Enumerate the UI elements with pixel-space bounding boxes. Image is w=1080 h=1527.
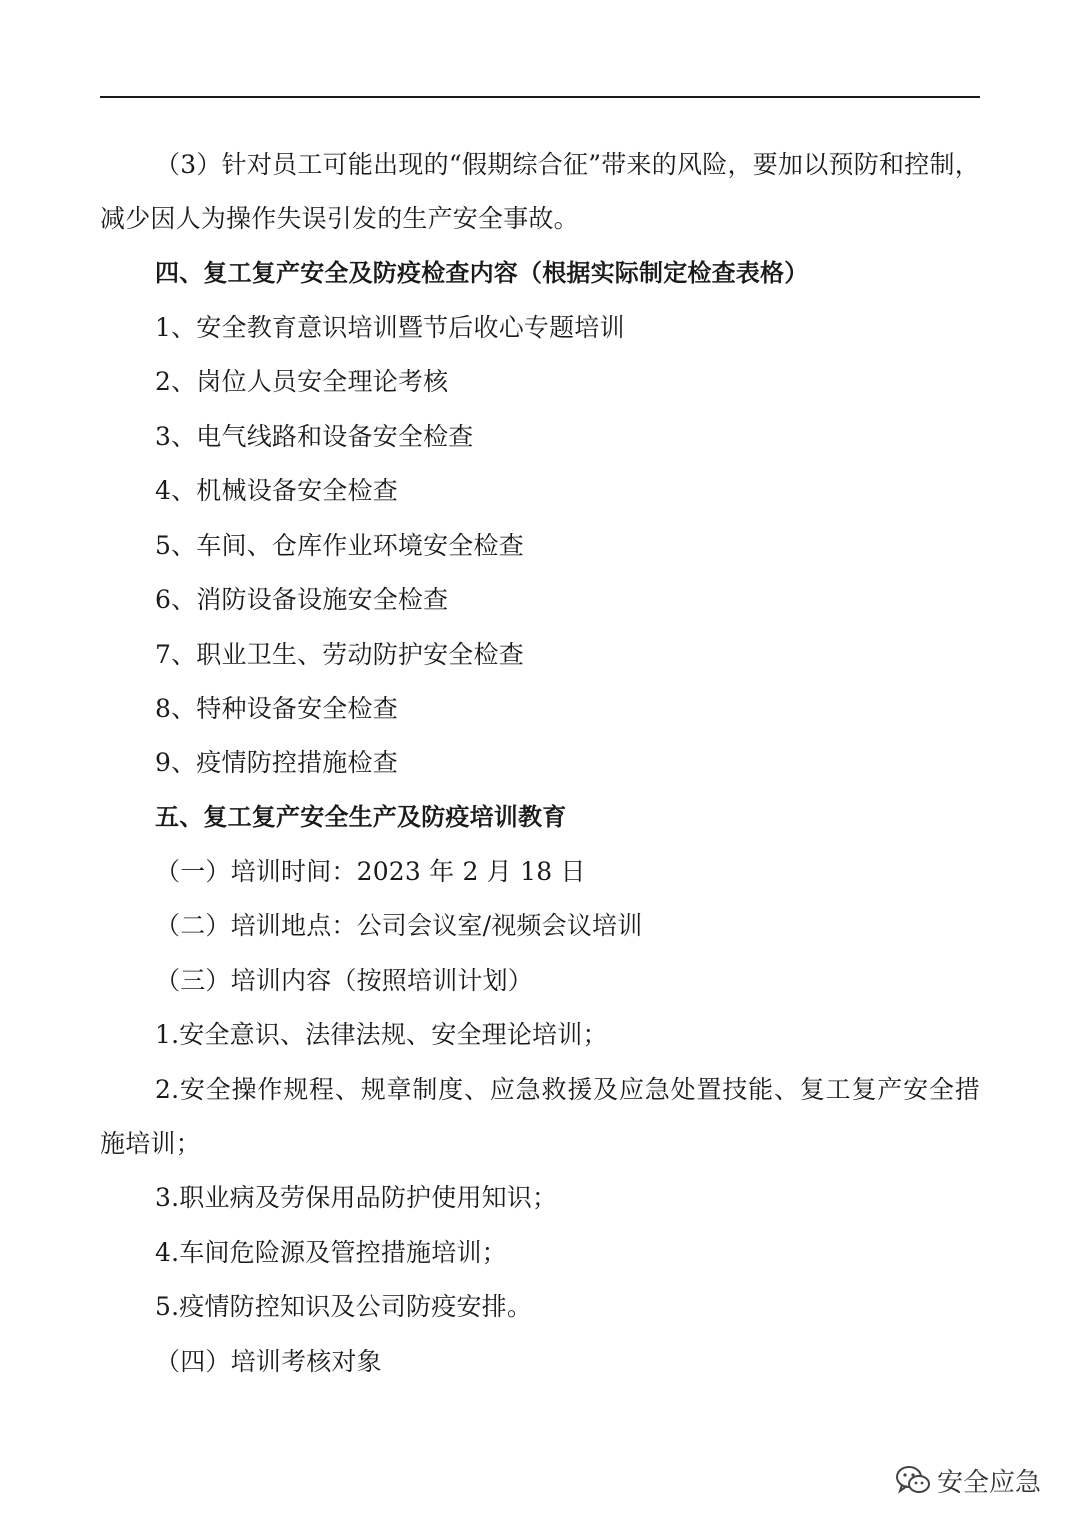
training-time: （一）培训时间：2023 年 2 月 18 日 <box>155 857 586 886</box>
check-item-6: 6、消防设备设施安全检查 <box>155 585 449 614</box>
training-audience-heading: （四）培训考核对象 <box>155 1347 382 1376</box>
watermark <box>895 1460 1041 1500</box>
training-item-3: 3.职业病及劳保用品防护使用知识； <box>155 1183 558 1212</box>
section-heading-4: 四、复工复产安全及防疫检查内容（根据实际制定检查表格） <box>155 259 809 287</box>
training-item-2-line-2: 施培训； <box>100 1129 201 1158</box>
paragraph-3-line-2: 减少因人为操作失误引发的生产安全事故。 <box>100 204 579 233</box>
training-location: （二）培训地点：公司会议室/视频会议培训 <box>155 911 643 940</box>
check-item-1: 1、安全教育意识培训暨节后收心专题培训 <box>155 313 625 342</box>
section-heading-5: 五、复工复产安全生产及防疫培训教育 <box>155 803 567 831</box>
check-item-8: 8、特种设备安全检查 <box>155 694 398 723</box>
watermark-text: 安全应急 <box>937 1467 1042 1498</box>
check-item-3: 3、电气线路和设备安全检查 <box>155 422 474 451</box>
header-rule <box>100 96 980 98</box>
training-item-4: 4.车间危险源及管控措施培训； <box>155 1238 507 1267</box>
training-item-2-line-1: 2.安全操作规程、规章制度、应急救援及应急处置技能、复工复产安全措 <box>155 1075 980 1104</box>
training-item-1: 1.安全意识、法律法规、安全理论培训； <box>155 1020 608 1049</box>
check-item-9: 9、疫情防控措施检查 <box>155 748 398 777</box>
check-item-2: 2、岗位人员安全理论考核 <box>155 367 449 396</box>
training-content-heading: （三）培训内容（按照培训计划） <box>155 966 534 995</box>
check-item-4: 4、机械设备安全检查 <box>155 476 398 505</box>
paragraph-3-line-1: （3）针对员工可能出现的“假期综合征”带来的风险，要加以预防和控制， <box>155 150 980 179</box>
check-item-5: 5、车间、仓库作业环境安全检查 <box>155 531 524 560</box>
wechat-icon <box>895 1464 931 1496</box>
training-item-5: 5.疫情防控知识及公司防疫安排。 <box>155 1292 533 1321</box>
check-item-7: 7、职业卫生、劳动防护安全检查 <box>155 640 524 669</box>
